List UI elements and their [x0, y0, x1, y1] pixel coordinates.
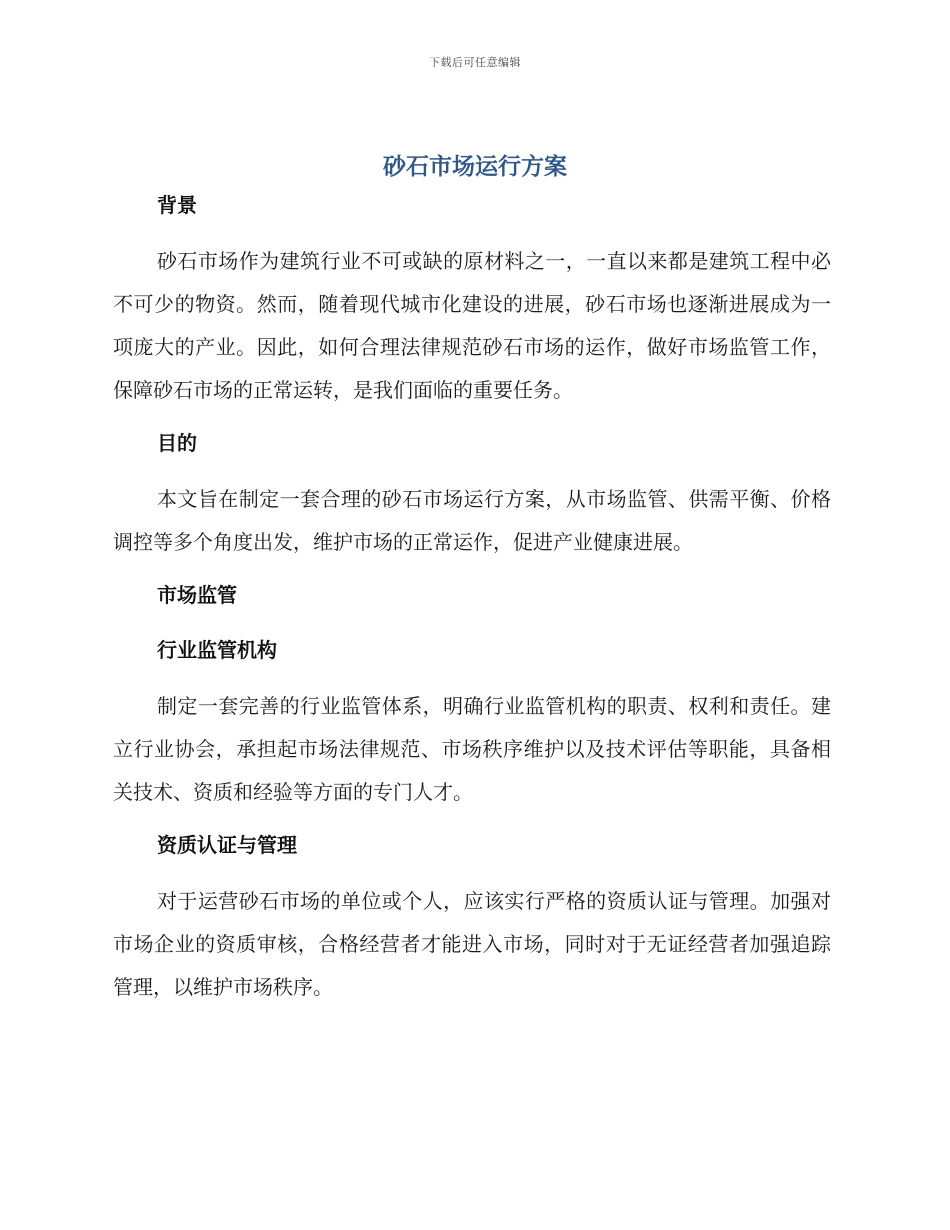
section-heading-background: 背景: [157, 193, 197, 217]
section-purpose: [113, 428, 831, 564]
section-market-supervision: [113, 580, 831, 610]
document-title: 砂石市场运行方案: [383, 154, 567, 180]
section-heading-regulatory-body: 行业监管机构: [157, 638, 277, 662]
paragraph-background: 砂石市场作为建筑行业不可或缺的原材料之一，一直以来都是建筑工程中必不可少的物资。然而，随着现代城市化建设的进展，砂石市场也逐渐进展成为一项庞大的产业。因此，如何合理法律规范砂石市场的运作，做好市场监管工作，保障砂石市场的正常运转，是我们面临的重要任务。: [113, 249, 831, 402]
paragraph-purpose: 本文旨在制定一套合理的砂石市场运行方案，从市场监管、供需平衡、价格调控等多个角度出发，维护市场的正常运作，促进产业健康进展。: [113, 487, 831, 554]
header-note: 下载后可任意编辑: [429, 56, 521, 69]
section-regulatory-body: [113, 635, 831, 814]
section-background: [113, 190, 831, 412]
section-heading-market-supervision: 市场监管: [157, 583, 237, 607]
paragraph-qualification: 对于运营砂石市场的单位或个人，应该实行严格的资质认证与管理。加强对市场企业的资质审核，合格经营者才能进入市场，同时对于无证经营者加强追踪管理，以维护市场秩序。: [113, 889, 831, 999]
section-heading-qualification: 资质认证与管理: [157, 833, 297, 857]
document-body: [113, 190, 831, 1009]
section-heading-purpose: 目的: [157, 431, 197, 455]
section-qualification: [113, 830, 831, 1009]
paragraph-regulatory-body: 制定一套完善的行业监管体系，明确行业监管机构的职责、权利和责任。建立行业协会，承担起市场法律规范、市场秩序维护以及技术评估等职能，具备相关技术、资质和经验等方面的专门人才。: [113, 694, 831, 804]
